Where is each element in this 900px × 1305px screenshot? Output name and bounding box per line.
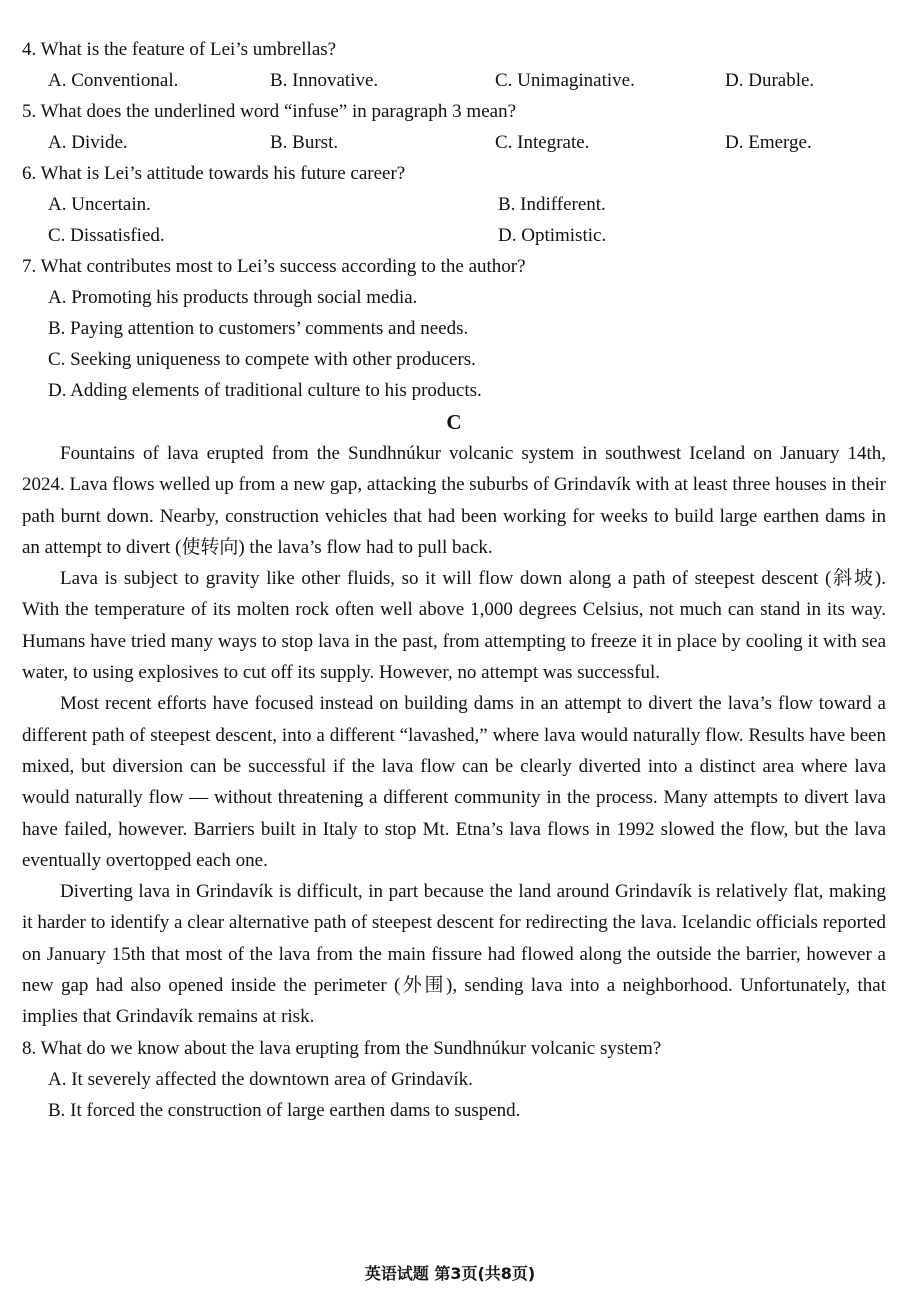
passage-paragraph-3: Most recent efforts have focused instead on building dams in an attempt to divert the lava’s flow toward a different path of steepest descent, into a different “lavashed,” where lava would naturally flow. Results have been mixed, but diversion can be successful if the lava flow can be clearly diverted into a distinct area where lava would naturally flow — without threatening a different community in the process. Many attempts to divert lava have failed, however. Barriers built in Italy to stop Mt. Etna’s lava flows in 1992 slowed the flow, but the lava eventually overtopped each one. [22, 693, 886, 871]
question-stem: 4. What is the feature of Lei’s umbrellas? [22, 39, 337, 60]
question-options [22, 65, 886, 96]
section-title: C [446, 410, 462, 434]
question-8 [22, 1033, 886, 1126]
option-b: B. Burst. [270, 132, 339, 153]
option-a: A. Promoting his products through social media. [48, 287, 418, 308]
passage-paragraph-1: Fountains of lava erupted from the Sundhnúkur volcanic system in southwest Iceland on January 14th, 2024. Lava flows welled up from a new gap, attacking the suburbs of Grindavík with at least three houses in their path burnt down. Nearby, construction vehicles that had been working for weeks to build large earthen dams in an attempt to divert (使转向) the lava’s flow had to pull back. [22, 443, 886, 558]
question-options [22, 127, 886, 158]
option-d: D. Adding elements of traditional culture to his products. [48, 380, 482, 401]
question-4 [22, 34, 886, 96]
question-6 [22, 158, 886, 251]
option-d: D. Emerge. [725, 132, 812, 153]
option-c: C. Seeking uniqueness to compete with other producers. [48, 349, 476, 370]
option-c: C. Unimaginative. [495, 70, 635, 91]
option-d: D. Optimistic. [498, 225, 607, 246]
option-b: B. Indifferent. [498, 194, 606, 215]
question-stem: 6. What is Lei’s attitude towards his future career? [22, 163, 406, 184]
option-d: D. Durable. [725, 70, 815, 91]
option-a: A. It severely affected the downtown area of Grindavík. [48, 1068, 473, 1090]
question-options [22, 1064, 886, 1126]
question-stem: 7. What contributes most to Lei’s success according to the author? [22, 256, 526, 277]
question-stem: 8. What do we know about the lava erupting from the Sundhnúkur volcanic system? [22, 1037, 662, 1059]
page-footer: 英语试题 第3页(共8页) [364, 1264, 536, 1283]
option-a: A. Divide. [48, 132, 128, 153]
option-a: A. Uncertain. [48, 194, 151, 215]
option-b: B. Paying attention to customers’ comments and needs. [48, 318, 469, 339]
question-7 [22, 251, 886, 406]
passage-paragraph-2: Lava is subject to gravity like other fluids, so it will flow down along a path of steepest descent (斜坡). With the temperature of its molten rock often well above 1,000 degrees Celsius, not much can stand in its way. Humans have tried many ways to stop lava in the past, from attempting to freeze it in place by cooling it with sea water, to using explosives to cut off its supply. However, no attempt was successful. [22, 568, 886, 684]
option-b: B. It forced the construction of large earthen dams to suspend. [48, 1099, 521, 1121]
reading-passage [22, 438, 886, 1033]
option-c: C. Dissatisfied. [48, 225, 165, 246]
question-options [22, 282, 886, 406]
question-5 [22, 96, 886, 158]
passage-paragraph-4: Diverting lava in Grindavík is difficult, in part because the land around Grindavík is relatively flat, making it harder to identify a clear alternative path of steepest descent for redirecting the lava. Icelandic officials reported on January 15th that most of the lava from the main fissure had flowed along the outside the barrier, however a new gap had also opened inside the perimeter (外围), sending lava into a neighborhood. Unfortunately, that implies that Grindavík remains at risk. [22, 881, 886, 1028]
option-a: A. Conventional. [48, 70, 179, 91]
question-stem: 5. What does the underlined word “infuse” in paragraph 3 mean? [22, 101, 516, 122]
question-options [22, 189, 886, 251]
option-b: B. Innovative. [270, 70, 379, 91]
option-c: C. Integrate. [495, 132, 590, 153]
